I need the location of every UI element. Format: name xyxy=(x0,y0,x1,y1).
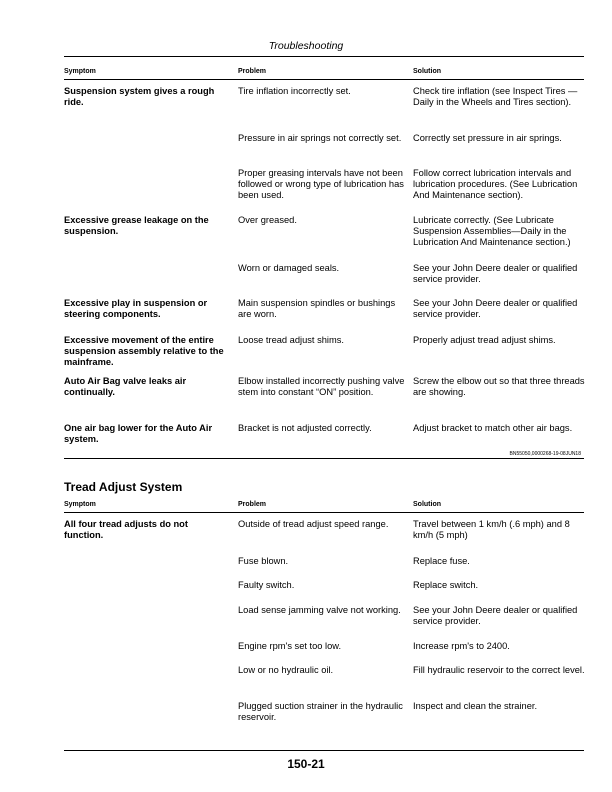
table-header-rule xyxy=(64,79,584,80)
solution-cell: Correctly set pressure in air springs. xyxy=(413,133,562,143)
section-title: Tread Adjust System xyxy=(64,480,183,494)
solution-cell: Inspect and clean the strainer. xyxy=(413,701,538,711)
solution-cell: Screw the elbow out so that three threads are showing. xyxy=(413,376,585,398)
solution-cell: Check tire inflation (see Inspect Tires —Daily in the Wheels and Tires section). xyxy=(413,86,578,108)
symptom-cell: Excessive grease leakage on the suspension. xyxy=(64,215,209,237)
solution-cell: Follow correct lubrication intervals and lubrication procedures. (See Lubrication And Maintenance section). xyxy=(413,168,578,201)
problem-cell: Tire inflation incorrectly set. xyxy=(238,86,351,96)
symptom-cell: Excessive movement of the entire suspension assembly relative to the mainframe. xyxy=(64,335,224,368)
footer-rule xyxy=(64,750,584,751)
table-header-rule xyxy=(64,512,584,513)
symptom-cell: Excessive play in suspension or steering components. xyxy=(64,298,208,320)
solution-cell: Replace fuse. xyxy=(413,556,470,566)
solution-cell: See your John Deere dealer or qualified service provider. xyxy=(413,263,578,285)
page-header-title: Troubleshooting xyxy=(268,40,344,52)
problem-cell: Outside of tread adjust speed range. xyxy=(238,519,389,529)
problem-column-header: Problem xyxy=(238,501,267,508)
solution-cell: Travel between 1 km/h (.6 mph) and 8 km/h (5 mph) xyxy=(413,519,570,541)
solution-cell: See your John Deere dealer or qualified service provider. xyxy=(413,605,578,627)
document-reference-code: BN55050,0000268-19-08JUN18 xyxy=(509,451,581,457)
symptom-cell: One air bag lower for the Auto Air system. xyxy=(64,423,213,445)
symptom-column-header: Symptom xyxy=(64,68,96,75)
solution-cell: Increase rpm's to 2400. xyxy=(413,641,510,651)
problem-column-header: Problem xyxy=(238,68,267,75)
symptom-cell: Suspension system gives a rough ride. xyxy=(64,86,215,108)
problem-cell: Proper greasing intervals have not been followed or wrong type of lubrication has been used. xyxy=(238,168,404,201)
problem-cell: Pressure in air springs not correctly set. xyxy=(238,133,402,143)
problem-cell: Plugged suction strainer in the hydraulic reservoir. xyxy=(238,701,403,723)
page-number: 150-21 xyxy=(287,757,325,771)
solution-cell: Properly adjust tread adjust shims. xyxy=(413,335,556,345)
solution-cell: See your John Deere dealer or qualified service provider. xyxy=(413,298,578,320)
problem-cell: Main suspension spindles or bushings are worn. xyxy=(238,298,396,320)
symptom-cell: Auto Air Bag valve leaks air continually. xyxy=(64,376,187,398)
solution-column-header: Solution xyxy=(413,501,441,508)
problem-cell: Bracket is not adjusted correctly. xyxy=(238,423,372,433)
problem-cell: Elbow installed incorrectly pushing valve stem into constant “ON” position. xyxy=(238,376,405,398)
problem-cell: Worn or damaged seals. xyxy=(238,263,340,273)
problem-cell: Fuse blown. xyxy=(238,556,289,566)
problem-cell: Faulty switch. xyxy=(238,580,295,590)
problem-cell: Low or no hydraulic oil. xyxy=(238,665,334,675)
solution-cell: Fill hydraulic reservoir to the correct level. xyxy=(413,665,585,675)
solution-column-header: Solution xyxy=(413,68,441,75)
solution-cell: Adjust bracket to match other air bags. xyxy=(413,423,573,433)
problem-cell: Loose tread adjust shims. xyxy=(238,335,344,345)
solution-cell: Replace switch. xyxy=(413,580,479,590)
problem-cell: Over greased. xyxy=(238,215,297,225)
solution-cell: Lubricate correctly. (See Lubricate Suspension Assemblies—Daily in the Lubrication And Maintenance section.) xyxy=(413,215,571,248)
problem-cell: Engine rpm's set too low. xyxy=(238,641,342,651)
table-end-rule xyxy=(64,458,584,459)
symptom-cell: All four tread adjusts do not function. xyxy=(64,519,188,541)
header-rule xyxy=(64,56,584,57)
problem-cell: Load sense jamming valve not working. xyxy=(238,605,401,615)
symptom-column-header: Symptom xyxy=(64,501,96,508)
